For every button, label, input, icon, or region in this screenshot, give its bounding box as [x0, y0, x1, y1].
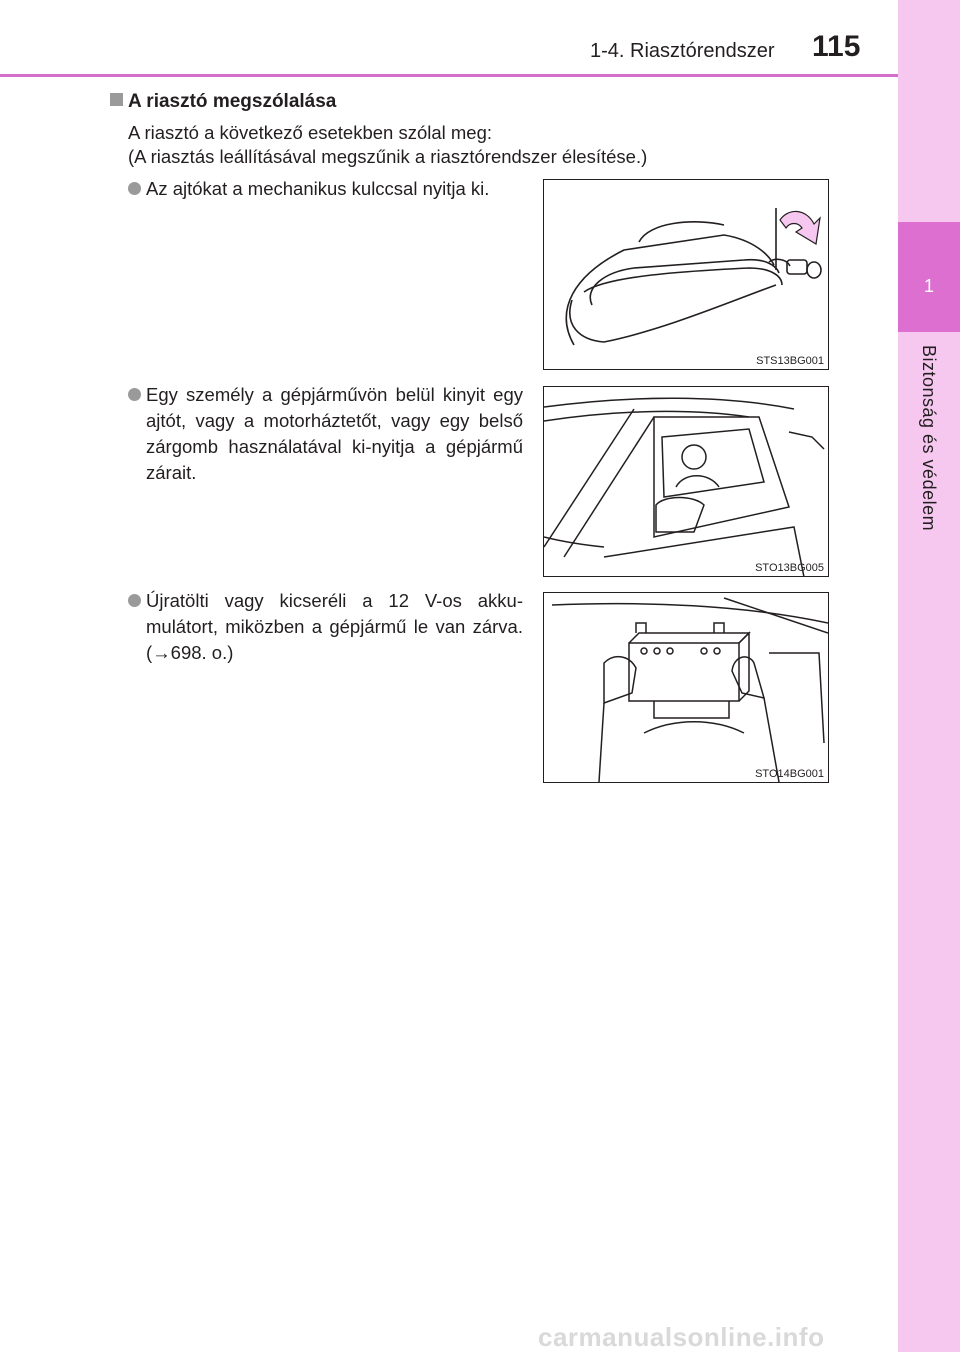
list-item-text: Újratölti vagy kicseréli a 12 V-os akku-mulátort, miközben a gépjármű le van zárva. (→698. o.) — [146, 590, 523, 663]
round-bullet-icon — [128, 594, 141, 607]
section-title: 1-4. Riasztórendszer — [590, 40, 775, 62]
header-rule — [0, 74, 898, 77]
chapter-number: 1 — [923, 276, 934, 296]
figure-code: STO14BG001 — [755, 768, 824, 780]
list-item — [128, 176, 523, 202]
battery-replacement-illustration — [544, 593, 828, 782]
list-item-text: Egy személy a gépjárművön belül kinyit egy ajtót, vagy a motorháztetőt, vagy egy belső zárgomb használatával ki-nyitja a gépjármű zárait. — [146, 384, 523, 483]
figure-interior — [543, 386, 829, 577]
round-bullet-icon — [128, 388, 141, 401]
chapter-title: Biztonság és védelem — [919, 345, 939, 532]
square-bullet-icon — [110, 93, 123, 106]
list-item — [128, 588, 523, 666]
person-inside-vehicle-illustration — [544, 387, 828, 576]
door-handle-key-illustration — [544, 180, 828, 369]
intro-line-1: A riasztó a következő esetekben szólal meg: — [128, 122, 493, 143]
figure-battery — [543, 592, 829, 783]
intro-line-2: (A riasztás leállításával megszűnik a riasztórendszer élesítése.) — [128, 146, 648, 167]
list-item-text: Az ajtókat a mechanikus kulccsal nyitja ki. — [146, 178, 490, 199]
list-item — [128, 382, 523, 486]
figure-code: STO13BG005 — [755, 562, 824, 574]
page-number: 115 — [812, 30, 861, 63]
figure-code: STS13BG001 — [756, 355, 824, 367]
watermark: carmanualsonline.info — [538, 1322, 825, 1352]
section-heading — [110, 91, 336, 113]
heading-text: A riasztó megszólalása — [128, 91, 337, 112]
chapter-side-tab — [898, 0, 960, 1352]
figure-door-key — [543, 179, 829, 370]
round-bullet-icon — [128, 182, 141, 195]
